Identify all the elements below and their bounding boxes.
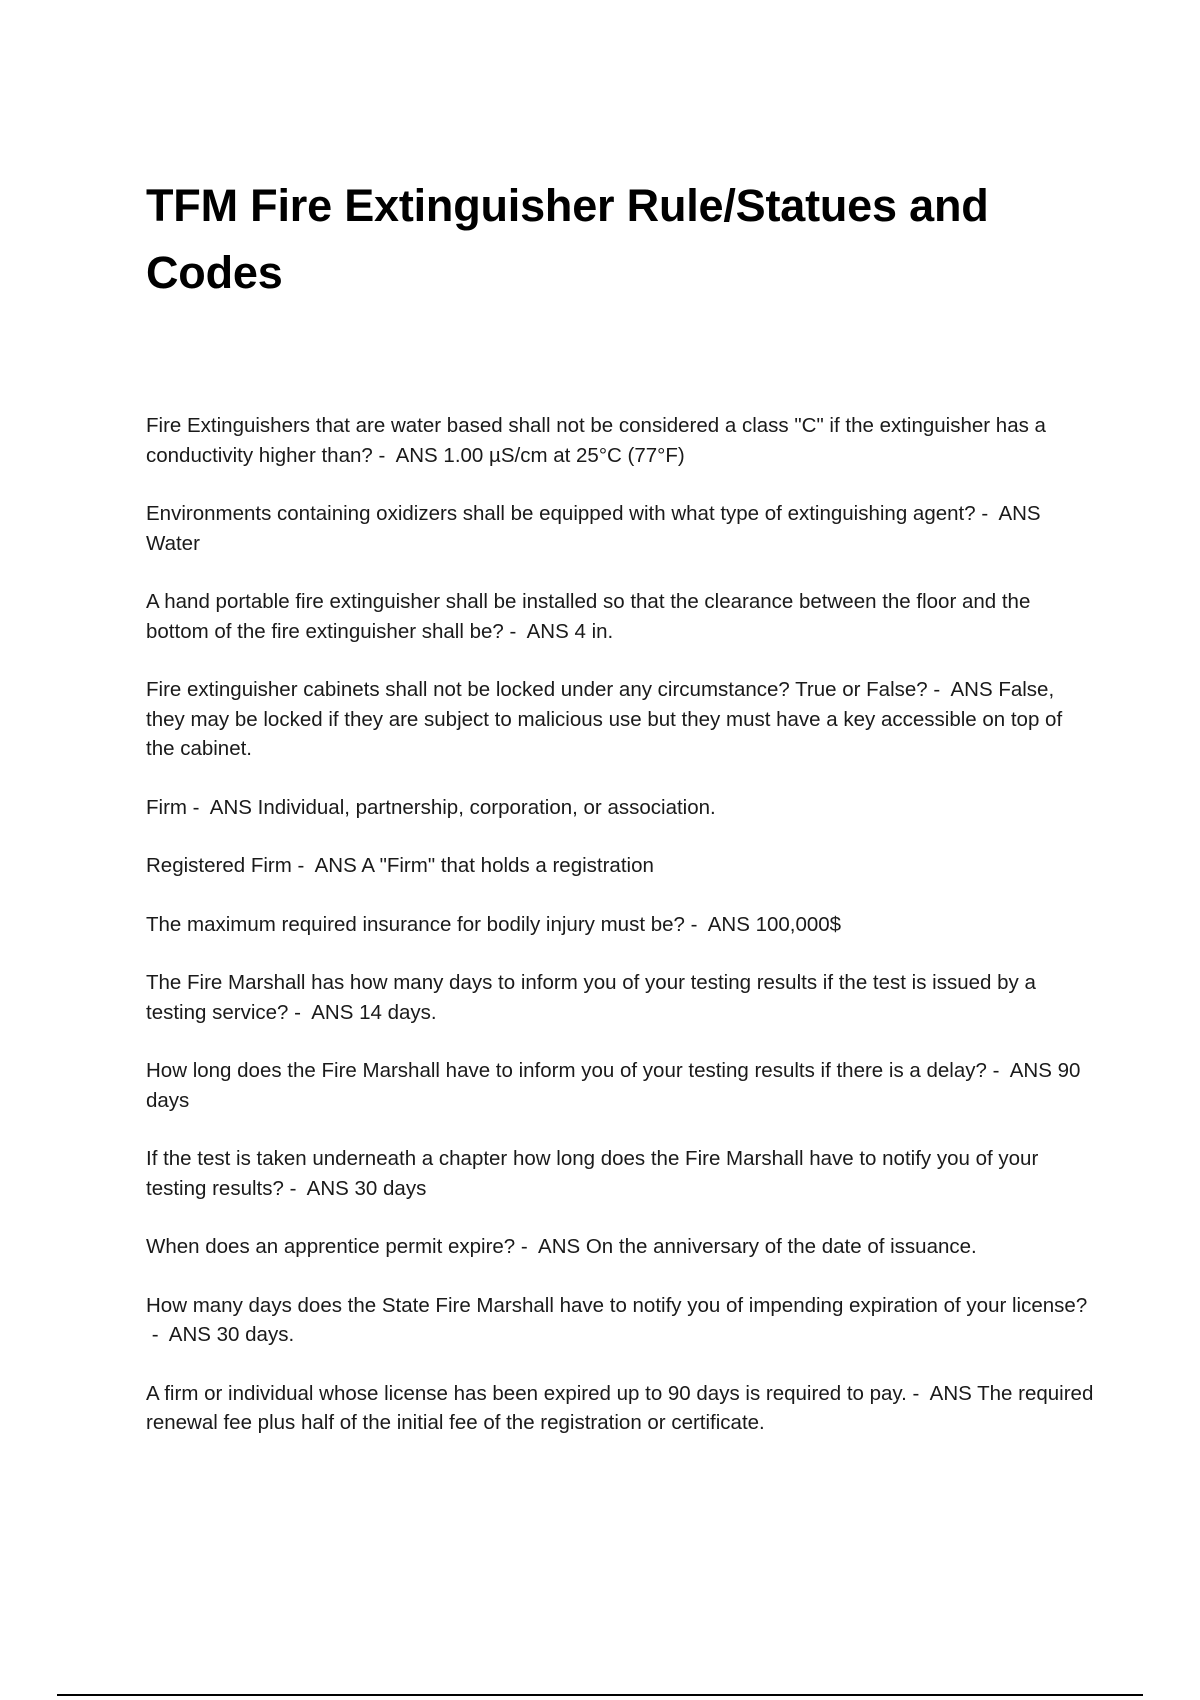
qa-answer: ANS The required renewal fee plus half of the initial fee of the registration or certificate. (146, 1381, 1094, 1434)
qa-question: The Fire Marshall has how many days to inform you of your testing results if the test is issued by a testing service? (146, 971, 1036, 1024)
page-title: TFM Fire Extinguisher Rule/Statues and Codes (146, 180, 989, 298)
qa-question: How many days does the State Fire Marshall have to notify you of impending expiration of your license? (146, 1293, 1088, 1317)
qa-separator: - (372, 443, 396, 467)
qa-list (146, 411, 1094, 1438)
qa-separator: - (288, 1000, 312, 1024)
qa-separator: - (283, 1176, 307, 1200)
qa-item (146, 1144, 1094, 1203)
qa-separator: - (906, 1381, 930, 1405)
qa-answer: ANS On the anniversary of the date of issuance. (538, 1235, 977, 1258)
qa-question: A firm or individual whose license has been expired up to 90 days is required to pay. (146, 1381, 907, 1405)
qa-answer: ANS 4 in. (526, 619, 614, 643)
qa-answer: ANS 90 days (146, 1059, 1081, 1112)
qa-separator: - (291, 854, 315, 877)
document-content (146, 172, 1094, 1467)
qa-item (146, 968, 1094, 1027)
qa-answer: ANS False, they may be locked if they are subject to malicious use but they must have a key accessible on top of the cabinet. (146, 678, 1063, 760)
qa-item (146, 910, 1094, 940)
qa-separator: - (927, 678, 951, 701)
qa-question: Fire Extinguishers that are water based shall not be considered a class "C" if the extinguisher has a conductivity higher than? (146, 414, 1046, 467)
qa-question: Registered Firm (146, 854, 292, 877)
qa-separator: - (146, 1323, 169, 1346)
qa-question: Fire extinguisher cabinets shall not be locked under any circumstance? True or False? (146, 678, 928, 701)
footer-divider (57, 1694, 1143, 1696)
qa-question: Environments containing oxidizers shall be equipped with what type of extinguishing agent? (146, 502, 976, 525)
qa-question: The maximum required insurance for bodily injury must be? (146, 912, 685, 936)
qa-answer: ANS Individual, partnership, corporation, or association. (209, 795, 716, 819)
qa-item (146, 793, 1094, 823)
qa-separator: - (986, 1059, 1010, 1082)
qa-question: Firm (146, 795, 187, 819)
qa-answer: ANS 30 days (306, 1176, 427, 1200)
qa-item (146, 1291, 1094, 1350)
qa-answer: ANS A "Firm" that holds a registration (314, 854, 654, 877)
qa-separator: - (515, 1235, 539, 1258)
qa-question: If the test is taken underneath a chapter how long does the Fire Marshall have to notify you of your testing results? (146, 1147, 1039, 1200)
qa-separator: - (975, 502, 999, 525)
qa-question: How long does the Fire Marshall have to inform you of your testing results if there is a delay? (146, 1059, 987, 1082)
qa-separator: - (186, 795, 210, 819)
qa-answer: ANS 100,000$ (707, 912, 842, 936)
qa-item (146, 1379, 1094, 1438)
qa-question: A hand portable fire extinguisher shall be installed so that the clearance between the floor and the bottom of the fire extinguisher shall be? (146, 590, 1031, 643)
qa-answer: ANS 30 days. (168, 1323, 295, 1346)
qa-item (146, 675, 1094, 764)
qa-separator: - (503, 619, 527, 643)
qa-answer: ANS 1.00 µS/cm at 25°C (77°F) (395, 443, 685, 467)
qa-answer: ANS Water (146, 502, 1041, 555)
qa-item (146, 851, 1094, 881)
qa-item (146, 587, 1094, 646)
qa-item (146, 499, 1094, 558)
qa-item (146, 411, 1094, 470)
qa-question: When does an apprentice permit expire? (146, 1235, 516, 1258)
qa-item (146, 1056, 1094, 1115)
qa-answer: ANS 14 days. (311, 1000, 437, 1024)
qa-item (146, 1232, 1094, 1262)
qa-separator: - (684, 912, 708, 936)
